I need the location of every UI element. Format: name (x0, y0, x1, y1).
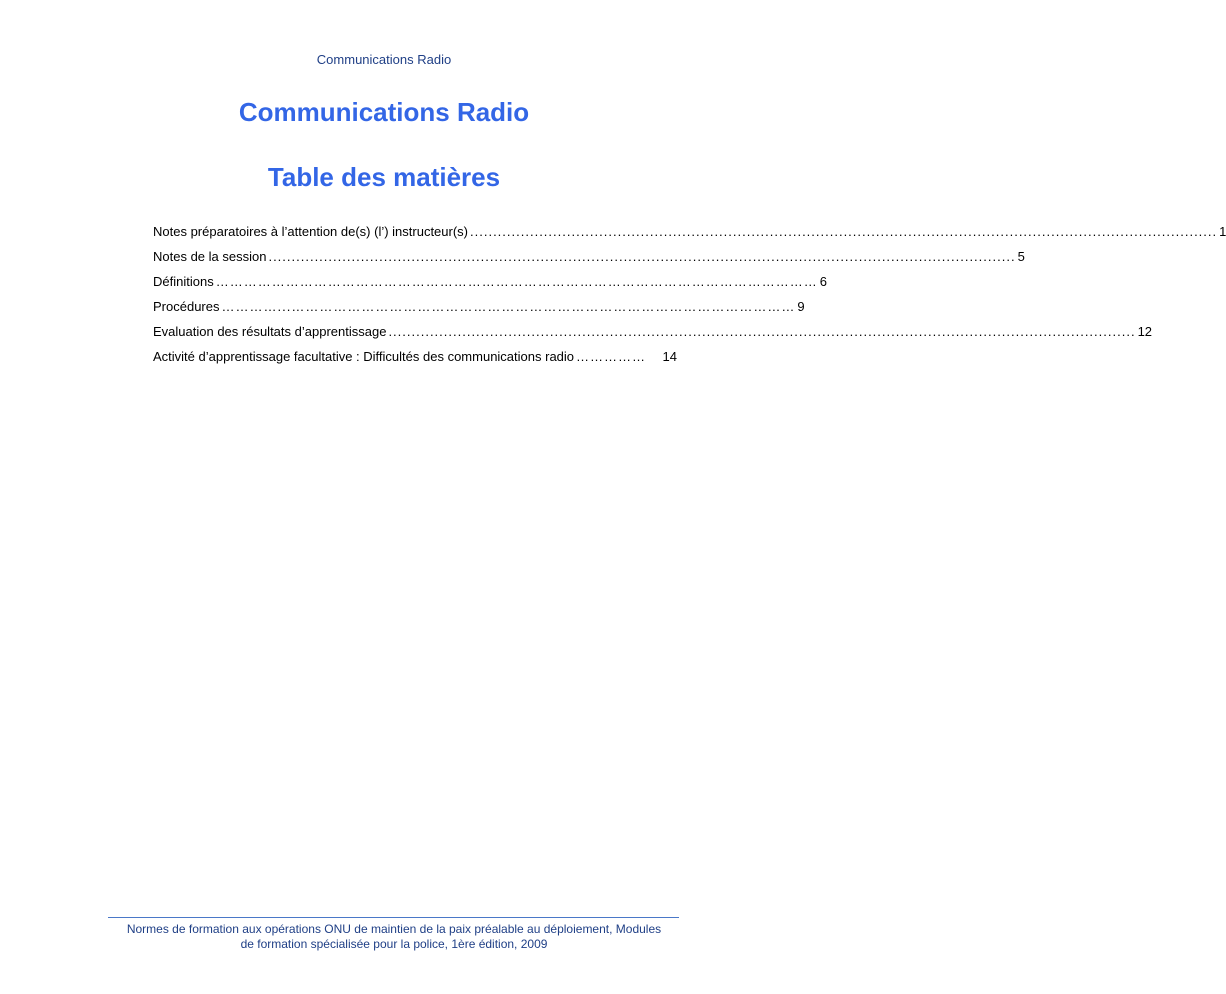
toc-dot-leader: .................................................................................................................................................................. (388, 324, 1136, 339)
footer-line-1: Normes de formation aux opérations ONU de maintien de la paix préalable au déploiement, Modules (126, 922, 662, 936)
toc-entry-label: Notes de la session (153, 249, 267, 264)
page-footer (100, 922, 688, 952)
toc-dot-leader: .................................................................................................................................................................. (470, 224, 1218, 239)
toc-dot-leader: …………… (576, 349, 647, 364)
toc-heading: Table des matières (267, 162, 501, 192)
toc-entry[interactable] (153, 249, 1025, 274)
toc-entry-label: Activité d’apprentissage facultative : Difficultés des communications radio (153, 349, 575, 364)
toc-entry[interactable] (153, 349, 677, 374)
footer-divider (108, 917, 679, 918)
toc-entry[interactable] (153, 324, 1153, 349)
toc-entry-page: 5 (1017, 249, 1025, 264)
running-header: Communications Radio (316, 52, 452, 67)
toc-dot-leader: ………………………………………………………………………………………………………………… (215, 274, 818, 289)
toc-entry-label: Procédures (153, 299, 220, 314)
toc-entry-label: Définitions (153, 274, 214, 289)
toc-entry[interactable] (153, 224, 1226, 249)
toc-entry-label: Notes préparatoires à l’attention de(s) (l’) instructeur(s) (153, 224, 469, 239)
toc-entry[interactable] (153, 299, 805, 324)
toc-entry-page: 12 (1137, 324, 1153, 339)
footer-line-2: de formation spécialisée pour la police, 1ère édition, 2009 (240, 937, 548, 951)
table-of-contents (153, 224, 1226, 374)
toc-entry-page: 14 (662, 349, 677, 364)
toc-entry-page: 1 (1219, 224, 1226, 239)
toc-entry-label: Evaluation des résultats d’apprentissage (153, 324, 387, 339)
toc-entry[interactable] (153, 274, 827, 299)
toc-dot-leader: …………...……………………………………………………………………………………………… (221, 299, 796, 314)
document-title: Communications Radio (238, 97, 530, 127)
toc-entry-page: 9 (797, 299, 805, 314)
toc-dot-leader: .................................................................................................................................................................. (268, 249, 1016, 264)
toc-entry-page: 6 (819, 274, 827, 289)
